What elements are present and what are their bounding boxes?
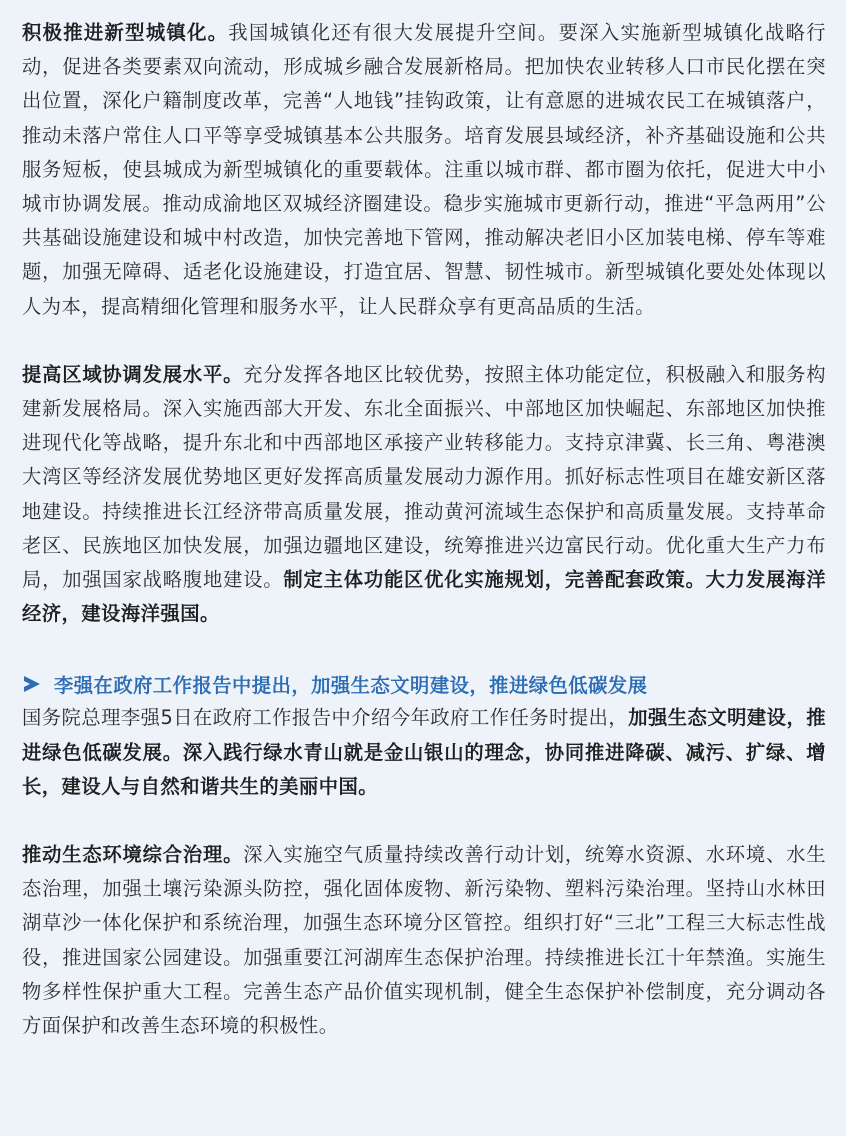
- paragraph-urbanization: [22, 16, 826, 324]
- paragraph-emphasis: 加强生态文明建设，推进绿色低碳发展。深入践行绿水青山就是金山银山的理念，协同推进降碳、减污、扩绿、增长，建设人与自然和谐共生的美丽中国。: [22, 706, 827, 798]
- paragraph-body: 深入实施空气质量持续改善行动计划，统筹水资源、水环境、水生态治理，加强土壤污染源头防控，强化固体废物、新污染物、塑料污染治理。坚持山水林田湖草沙一体化保护和系统治理，加强生态环境分区管控。组织打好“三北”工程三大标志性战役，推进国家公园建设。加强重要江河湖库生态保护治理。持续推进长江十年禁渔。实施生物多样性保护重大工程。完善生态产品价值实现机制，健全生态保护补偿制度，充分调动各方面保护和改善生态环境的积极性。: [22, 843, 827, 1038]
- paragraph-lead: 提高区域协调发展水平。: [22, 362, 244, 386]
- paragraph-ecology: [22, 838, 826, 1043]
- paragraph-regional: [22, 358, 826, 632]
- paragraph-body: 我国城镇化还有很大发展提升空间。要深入实施新型城镇化战略行动，促进各类要素双向流动，形成城乡融合发展新格局。把加快农业转移人口市民化摆在突出位置，深化户籍制度改革，完善“人地钱”挂钩政策，让有意愿的进城农民工在城镇落户，推动未落户常住人口平等享受城镇基本公共服务。培育发展县域经济，补齐基础设施和公共服务短板，使县城成为新型城镇化的重要载体。注重以城市群、都市圈为依托，促进大中小城市协调发展。推动成渝地区双城经济圈建设。稳步实施城市更新行动，推进“平急两用”公共基础设施建设和城中村改造，加快完善地下管网，推动解决老旧小区加装电梯、停车等难题，加强无障碍、适老化设施建设，打造宜居、智慧、韧性城市。新型城镇化要处处体现以人为本，提高精细化管理和服务水平，让人民群众享有更高品质的生活。: [22, 21, 826, 318]
- section-heading-text: 李强在政府工作报告中提出，加强生态文明建设，推进绿色低碳发展: [54, 674, 648, 698]
- spacer: [22, 804, 826, 838]
- paragraph-body: 充分发挥各地区比较优势，按照主体功能定位，积极融入和服务构建新发展格局。深入实施西部大开发、东北全面振兴、中部地区加快崛起、东部地区加快推进现代化等战略，提升东北和中西部地区承接产业转移能力。支持京津冀、长三角、粤港澳大湾区等经济发展优势地区更好发挥高质量发展动力源作用。抓好标志性项目在雄安新区落地建设。持续推进长江经济带高质量发展，推动黄河流域生态保护和高质量发展。支持革命老区、民族地区加快发展，加强边疆地区建设，统筹推进兴边富民行动。优化重大生产力布局，加强国家战略腹地建设。: [22, 362, 827, 592]
- paragraph-tail: 制定主体功能区优化实施规划，完善配套政策。大力发展海洋经济，建设海洋强国。: [22, 568, 826, 626]
- section-heading: [22, 667, 826, 701]
- spacer: [22, 324, 826, 358]
- paragraph-intro: [22, 701, 826, 804]
- paragraph-lead: 推动生态环境综合治理。: [22, 843, 244, 867]
- arrow-right-icon: [24, 676, 40, 692]
- paragraph-lead: 积极推进新型城镇化。: [22, 21, 229, 44]
- paragraph-body: 国务院总理李强5日在政府工作报告中介绍今年政府工作任务时提出，: [22, 706, 629, 730]
- spacer: [22, 631, 826, 667]
